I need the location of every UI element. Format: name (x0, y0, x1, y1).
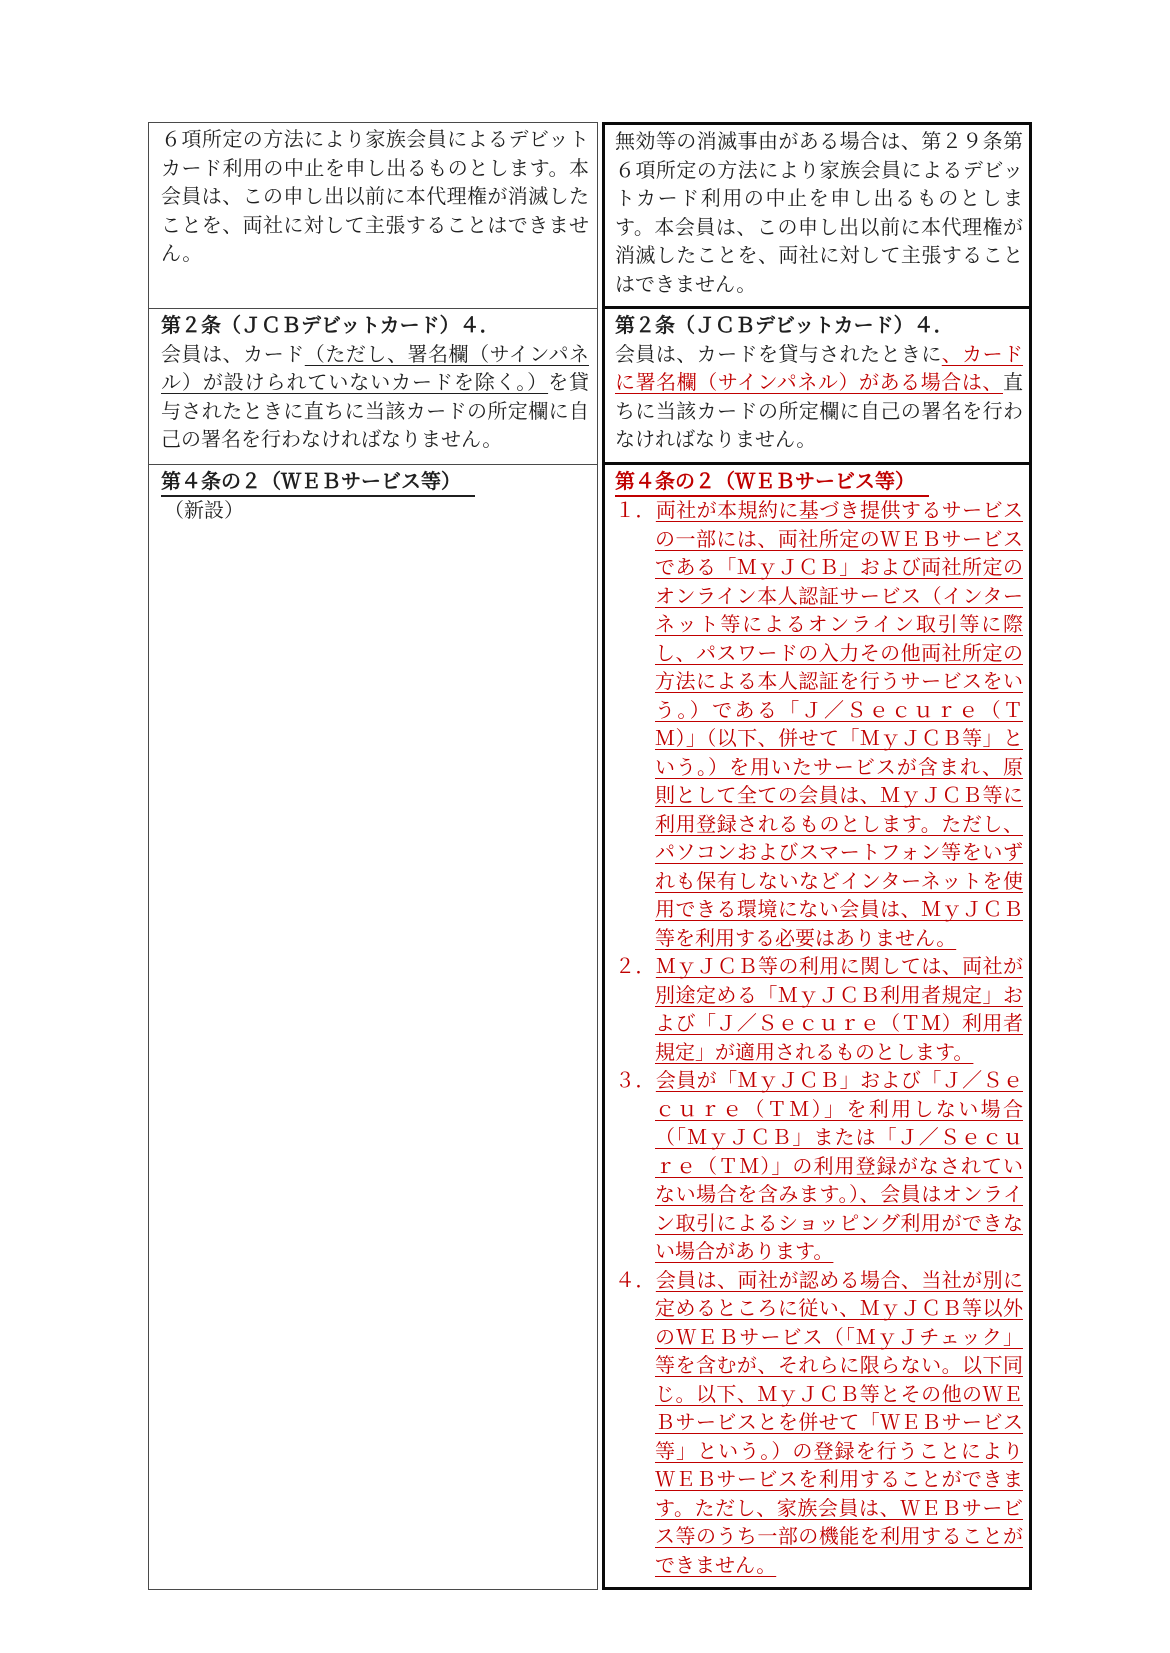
article2-new-cell (602, 309, 1032, 465)
item-text: 会員が「ＭｙＪＣＢ」および「Ｊ／Ｓｅｃｕｒｅ（ＴＭ）」を利用しない場合（「ＭｙＪＣＢ」または「Ｊ／Ｓｅｃｕｒｅ（ＴＭ）」の利用登録がなされていない場合を含みます。）、会員はオンライン取引によるショッピング利用ができない場合があります。 (655, 1070, 1024, 1263)
new-clause-continuation-cell (602, 122, 1032, 309)
clause-text-revision-red: 、カードに署名欄（サインパネル）がある場合は、 (615, 343, 1024, 394)
item-number: ２． (615, 956, 656, 978)
terms-comparison-table (148, 122, 1032, 1590)
list-item-3 (615, 1067, 1023, 1267)
new-provision-note: （新設） (164, 500, 244, 522)
clause-text-underlined: （ただし、署名欄（サインパネル）が設けられていないカードを除く。） (161, 343, 589, 394)
list-item-2 (615, 953, 1023, 1067)
clause-text-plain: 会員は、カードを貸与されたときに (615, 343, 942, 366)
article2-heading-old: 第２条（ＪＣＢデビットカード）４． (161, 315, 500, 337)
clause-text (161, 341, 589, 455)
item-text: 両社が本規約に基づき提供するサービスの一部には、両社所定のＷＥＢサービスである「ＭｙＪＣＢ」および両社所定のオンライン本人認証サービス（インターネット等によるオンライン取引等に際し、パスワードの入力その他両社所定の方法による本人認証を行うサービスをいう。）である「Ｊ／Ｓｅｃｕｒｅ（ＴＭ）」（以下、併せて「ＭｙＪＣＢ等」という。）を用いたサービスが含まれ、原則として全ての会員は、ＭｙＪＣＢ等に利用登録されるものとします。ただし、パソコンおよびスマートフォン等をいずれも保有しないなどインターネットを使用できる環境にない会員は、ＭｙＪＣＢ等を利用する必要はありません。 (655, 500, 1024, 950)
list-item-4 (615, 1267, 1023, 1581)
old-clause-continuation-cell (148, 122, 598, 309)
article4-2-heading-old (161, 468, 589, 498)
article4-2-new-cell (602, 465, 1032, 1591)
article4-2-old-cell (148, 465, 598, 1591)
item-number: １． (615, 500, 656, 522)
heading-underline: 第４条の２（ＷＥＢサービス等） (615, 469, 929, 498)
article2-old-cell (148, 309, 598, 465)
item-text: 会員は、両社が認める場合、当社が別に定めるところに従い、ＭｙＪＣＢ等以外のＷＥＢサービス（「ＭｙＪチェック」等を含むが、それらに限らない。以下同じ。以下、ＭｙＪＣＢ等とその他のＷＥＢサービスとを併せて「ＷＥＢサービス等」という。）の登録を行うことによりＷＥＢサービスを利用することができます。ただし、家族会員は、ＷＥＢサービス等のうち一部の機能を利用することができません。 (655, 1269, 1024, 1577)
list-item-1 (615, 497, 1023, 953)
clause-text: ６項所定の方法により家族会員によるデビットカード利用の中止を申し出るものとします。本会員は、この申し出以前に本代理権が消滅したことを、両社に対して主張することはできません。 (161, 129, 589, 265)
item-text: ＭｙＪＣＢ等の利用に関しては、両社が別途定める「ＭｙＪＣＢ利用者規定」および「Ｊ／Ｓｅｃｕｒｅ（ＴＭ）利用者規定」が適用されるものとします。 (655, 956, 1024, 1064)
clause-text-plain: 直ちに当該カードの所定欄に自己の署名を行わなければなりません。 (615, 372, 1023, 451)
clause-text (615, 341, 1023, 455)
item-number: ４． (615, 1269, 656, 1292)
numbered-clause-list (615, 497, 1023, 1580)
article2-heading-new: 第２条（ＪＣＢデビットカード）４． (615, 315, 954, 337)
heading-underline: 第４条の２（ＷＥＢサービス等） (161, 469, 475, 498)
item-number: ３． (615, 1070, 656, 1092)
clause-text-plain: 会員は、カード (161, 343, 305, 366)
clause-text: 無効等の消滅事由がある場合は、第２９条第６項所定の方法により家族会員によるデビットカード利用の中止を申し出るものとします。本会員は、この申し出以前に本代理権が消滅したことを、両社に対して主張することはできません。 (615, 131, 1023, 296)
article4-2-heading-new (615, 468, 1023, 498)
clause-text-plain: を貸与されたときに直ちに当該カードの所定欄に自己の署名を行わなければなりません。 (161, 372, 589, 451)
